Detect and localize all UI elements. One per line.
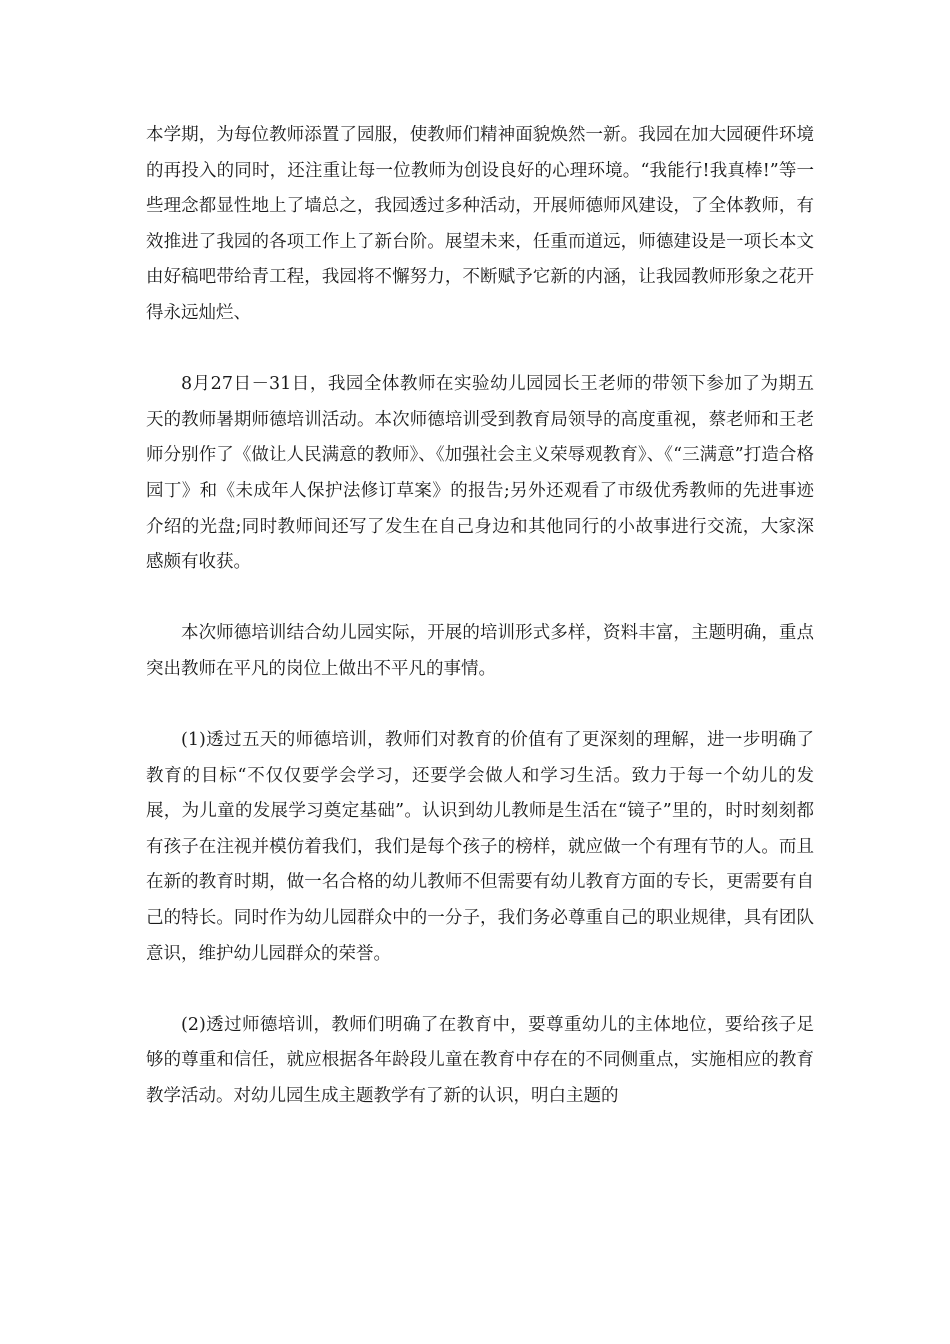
paragraph-3: 本次师德培训结合幼儿园实际，开展的培训形式多样，资料丰富，主题明确，重点突出教师在平凡的岗位上做出不平凡的事情。 xyxy=(146,623,814,679)
paragraph-2: 8月27日－31日，我园全体教师在实验幼儿园园长王老师的带领下参加了为期五天的教师暑期师德培训活动。本次师德培训受到教育局领导的高度重视，蔡老师和王老师分别作了《做让人民满意的教师》、《加强社会主义荣辱观教育》、《“三满意”打造合格园丁》和《未成年人保护法修订草案》的报告;另外还观看了市级优秀教师的先进事迹介绍的光盘;同时教师间还写了发生在自己身边和其他同行的小故事进行交流，大家深感颇有收获。 xyxy=(146,374,814,573)
paragraph-4: (1)透过五天的师德培训，教师们对教育的价值有了更深刻的理解，进一步明确了教育的目标“不仅仅要学会学习，还要学会做人和学习生活。致力于每一个幼儿的发展，为儿童的发展学习奠定基础”。认识到幼儿教师是生活在“镜子”里的，时时刻刻都有孩子在注视并模仿着我们，我们是每个孩子的榜样，就应做一个有理有节的人。而且在新的教育时期，做一名合格的幼儿教师不但需要有幼儿教育方面的专长，更需要有自己的特长。同时作为幼儿园群众中的一分子，我们务必尊重自己的职业规律，具有团队意识，维护幼儿园群众的荣誉。 xyxy=(146,730,814,964)
paragraph-1: 本学期，为每位教师添置了园服，使教师们精神面貌焕然一新。我园在加大园硬件环境的再投入的同时，还注重让每一位教师为创设良好的心理环境。“我能行!我真棒!”等一些理念都显性地上了墙总之，我园透过多种活动，开展师德师风建设，了全体教师，有效推进了我园的各项工作上了新台阶。展望未来，任重而道远，师德建设是一项长本文由好稿吧带给青工程，我园将不懈努力，不断赋予它新的内涵，让我园教师形象之花开得永远灿烂、 xyxy=(146,125,814,323)
paragraph-5: (2)透过师德培训，教师们明确了在教育中，要尊重幼儿的主体地位，要给孩子足够的尊重和信任，就应根据各年龄段儿童在教育中存在的不同侧重点，实施相应的教育教学活动。对幼儿园生成主题教学有了新的认识，明白主题的 xyxy=(146,1014,814,1107)
document-body xyxy=(146,118,814,1150)
